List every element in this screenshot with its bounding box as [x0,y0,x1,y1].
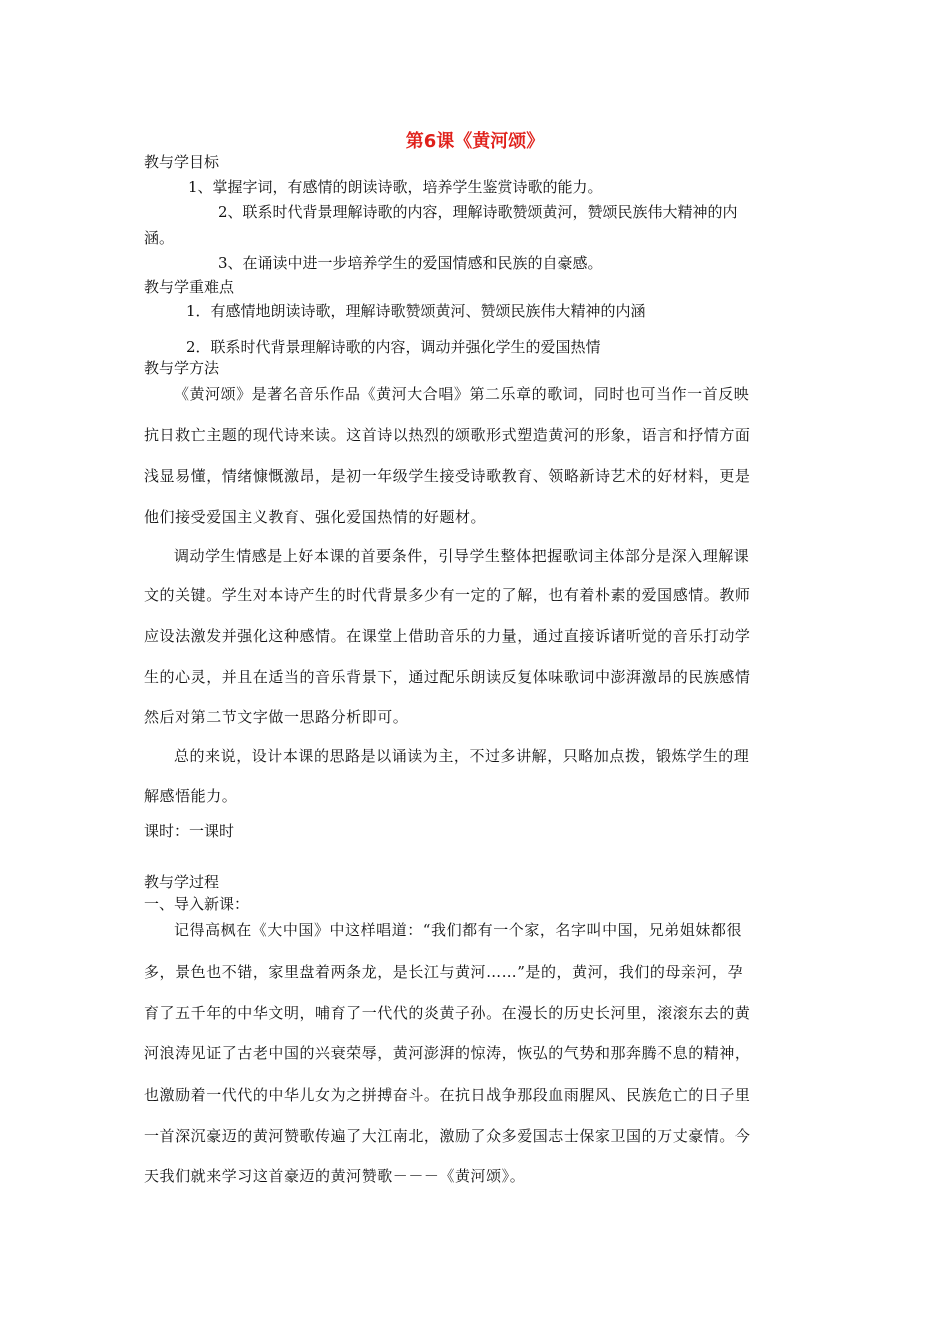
method-p2-line-1: 调动学生情感是上好本课的首要条件，引导学生整体把握歌词主体部分是深入理解课 [174,547,750,565]
method-p3-line-1: 总的来说，设计本课的思路是以诵读为主，不过多讲解，只略加点拨，锻炼学生的理 [174,747,750,765]
method-p2-line-3: 应设法激发并强化这种感情。在课堂上借助音乐的力量，通过直接诉诸听觉的音乐打动学 [144,627,751,645]
intro-line-4: 河浪涛见证了古老中国的兴衰荣辱，黄河澎湃的惊涛，恢弘的气势和那奔腾不息的精神， [144,1044,751,1062]
method-p1-line-2: 抗日救亡主题的现代诗来读。这首诗以热烈的颂歌形式塑造黄河的形象，语言和抒情方面 [144,426,751,444]
section-intro-heading: 一、导入新课： [144,895,250,913]
intro-line-7: 天我们就来学习这首豪迈的黄河赞歌－－－《黄河颂》。 [144,1167,526,1185]
key-point-2: 2．联系时代背景理解诗歌的内容，调动并强化学生的爱国热情 [186,338,601,356]
class-period: 课时：一课时 [144,822,235,840]
method-p2-line-5: 然后对第二节文字做一思路分析即可。 [144,708,409,726]
method-p2-line-4: 生的心灵，并且在适当的音乐背景下，通过配乐朗读反复体味歌词中澎湃激昂的民族感情 [144,668,751,686]
goal-1: 1、掌握字词，有感情的朗读诗歌，培养学生鉴赏诗歌的能力。 [188,178,603,196]
intro-line-1: 记得高枫在《大中国》中这样唱道：“我们都有一个家，名字叫中国，兄弟姐妹都很 [174,921,743,939]
heading-key-points: 教与学重难点 [144,278,235,296]
intro-line-5: 也激励着一代代的中华儿女为之拼搏奋斗。在抗日战争那段血雨腥风、民族危亡的日子里 [144,1086,751,1104]
intro-line-2: 多，景色也不错，家里盘着两条龙，是长江与黄河……”是的，黄河，我们的母亲河，孕 [144,963,744,981]
method-p1-line-1: 《黄河颂》是著名音乐作品《黄河大合唱》第二乐章的歌词，同时也可当作一首反映 [174,385,750,403]
key-point-1: 1．有感情地朗读诗歌，理解诗歌赞颂黄河、赞颂民族伟大精神的内涵 [186,302,646,320]
goal-2-line-2: 涵。 [144,229,175,247]
heading-process: 教与学过程 [144,873,220,891]
heading-goals: 教与学目标 [144,153,220,171]
method-p1-line-3: 浅显易懂，情绪慷慨激昂，是初一年级学生接受诗歌教育、领略新诗艺术的好材料，更是 [144,467,751,485]
intro-line-3: 育了五千年的中华文明，哺育了一代代的炎黄子孙。在漫长的历史长河里，滚滚东去的黄 [144,1004,751,1022]
heading-method: 教与学方法 [144,359,220,377]
goal-3: 3、在诵读中进一步培养学生的爱国情感和民族的自豪感。 [218,254,603,272]
intro-line-6: 一首深沉豪迈的黄河赞歌传遍了大江南北，激励了众多爱国志士保家卫国的万丈豪情。今 [144,1127,751,1145]
method-p1-line-4: 他们接受爱国主义教育、强化爱国热情的好题材。 [144,508,487,526]
method-p2-line-2: 文的关键。学生对本诗产生的时代背景多少有一定的了解，也有着朴素的爱国感情。教师 [144,586,751,604]
lesson-title: 第6课《黄河颂》 [405,131,545,152]
method-p3-line-2: 解感悟能力。 [144,787,238,805]
goal-2-line-1: 2、联系时代背景理解诗歌的内容，理解诗歌赞颂黄河，赞颂民族伟大精神的内 [218,203,738,221]
